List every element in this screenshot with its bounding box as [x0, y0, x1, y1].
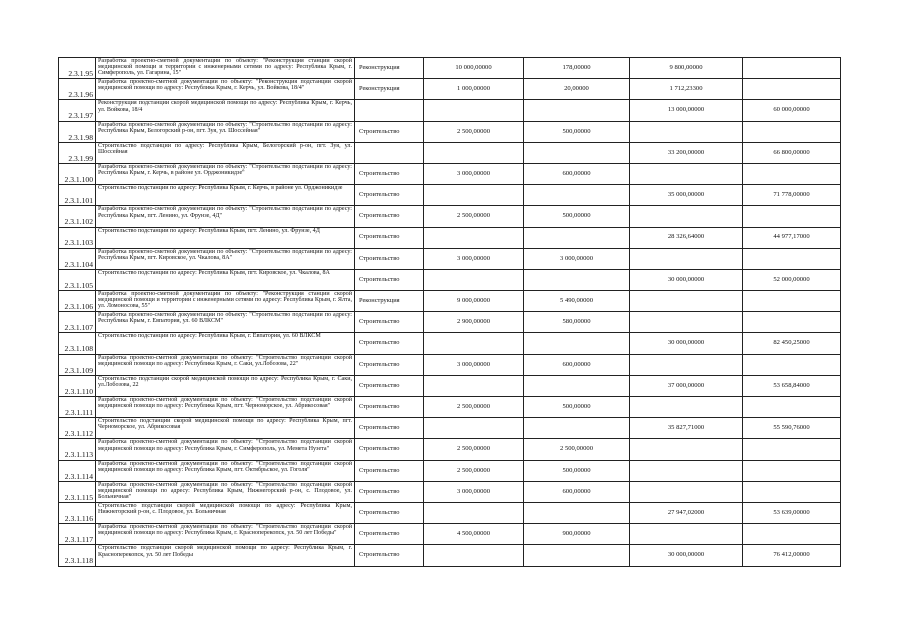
table-row	[59, 185, 841, 206]
table-row	[59, 460, 841, 481]
row-code: 2.3.1.105	[59, 269, 96, 290]
row-description	[96, 142, 355, 163]
row-value-3: 1 712,23300	[630, 79, 743, 100]
table-row	[59, 333, 841, 354]
row-description-text: Строительство подстанции по адресу: Республика Крым, пгт. Ленино, ул. Фрунзе, 4Д	[98, 227, 320, 234]
row-description	[96, 121, 355, 142]
row-work-type: Строительство	[355, 397, 424, 418]
row-value-4	[743, 312, 841, 333]
row-code: 2.3.1.118	[59, 545, 96, 566]
row-value-4	[743, 291, 841, 312]
row-code: 2.3.1.114	[59, 460, 96, 481]
table-row	[59, 524, 841, 545]
row-value-1	[424, 375, 524, 396]
row-value-1: 3 000,00000	[424, 163, 524, 184]
row-code: 2.3.1.97	[59, 100, 96, 121]
row-value-3: 30 000,00000	[630, 333, 743, 354]
table-row	[59, 269, 841, 290]
row-value-3: 33 200,00000	[630, 142, 743, 163]
row-code: 2.3.1.98	[59, 121, 96, 142]
row-work-type: Строительство	[355, 333, 424, 354]
table-row	[59, 291, 841, 312]
row-value-4: 53 639,00000	[743, 502, 841, 523]
row-work-type: Строительство	[355, 545, 424, 566]
row-value-3	[630, 460, 743, 481]
row-work-type: Строительство	[355, 460, 424, 481]
row-value-3	[630, 524, 743, 545]
table-row	[59, 481, 841, 502]
row-value-3	[630, 248, 743, 269]
row-code: 2.3.1.103	[59, 227, 96, 248]
row-description	[96, 79, 355, 100]
row-value-2: 500,00000	[524, 206, 630, 227]
row-description	[96, 163, 355, 184]
row-work-type: Строительство	[355, 312, 424, 333]
row-description-text: Строительство подстанции по адресу: Республика Крым, пгт. Кировское, ул. Чкалова, 8А	[98, 269, 330, 276]
row-code: 2.3.1.107	[59, 312, 96, 333]
row-work-type: Строительство	[355, 269, 424, 290]
row-value-2: 5 490,00000	[524, 291, 630, 312]
row-value-3: 30 000,00000	[630, 269, 743, 290]
row-value-1	[424, 269, 524, 290]
row-value-4	[743, 460, 841, 481]
row-value-4	[743, 163, 841, 184]
row-work-type: Реконструкция	[355, 291, 424, 312]
table-row	[59, 163, 841, 184]
table-row	[59, 58, 841, 79]
row-value-4	[743, 481, 841, 502]
row-code: 2.3.1.113	[59, 439, 96, 460]
row-value-2: 2 500,00000	[524, 439, 630, 460]
row-value-3: 35 000,00000	[630, 185, 743, 206]
row-value-2	[524, 185, 630, 206]
row-code: 2.3.1.96	[59, 79, 96, 100]
row-description-text: Строительство подстанции скорой медицинской помощи по адресу: Республика Крым, г. Красноперекопск, ул. 50 лет Победы	[98, 545, 352, 558]
row-value-2: 3 000,00000	[524, 248, 630, 269]
row-value-3	[630, 163, 743, 184]
row-description-text: Разработка проектно-сметной документации по объекту: "Строительство подстанции скорой медицинской помощи по адресу: Республика Крым, пгт. Октябрьское, ул. Гоголя"	[98, 460, 352, 473]
row-work-type: Строительство	[355, 481, 424, 502]
row-value-4: 76 412,00000	[743, 545, 841, 566]
row-value-2: 20,00000	[524, 79, 630, 100]
row-description-text: Разработка проектно-сметной документации по объекту: "Строительство подстанции скорой медицинской помощи по адресу: Республика Крым, г. Симферополь, ул. Мемета Нузета"	[98, 439, 352, 452]
row-value-2	[524, 545, 630, 566]
row-description-text: Строительство подстанции скорой медицинской помощи по адресу: Республика Крым, пгт. Черноморское, ул. Абрикосовая	[98, 418, 352, 431]
row-value-3: 27 947,02000	[630, 502, 743, 523]
row-value-3	[630, 206, 743, 227]
row-value-3: 37 000,00000	[630, 375, 743, 396]
row-description	[96, 312, 355, 333]
row-description-text: Строительство подстанции по адресу: Республика Крым, г. Евпатория, ул. 60 ВЛКСМ	[98, 333, 321, 340]
row-value-1: 2 500,00000	[424, 460, 524, 481]
row-value-1: 3 000,00000	[424, 248, 524, 269]
row-value-1: 2 900,00000	[424, 312, 524, 333]
row-description	[96, 227, 355, 248]
row-description	[96, 269, 355, 290]
row-description-text: Разработка проектно-сметной документации по объекту: "Реконструкция подстанции скорой медицинской помощи по адресу: Республика Крым, г. Керчь, ул. Войкова, 18/4"	[98, 79, 352, 92]
budget-table	[58, 57, 841, 567]
row-code: 2.3.1.106	[59, 291, 96, 312]
row-description-text: Разработка проектно-сметной документации по объекту: "Строительство подстанции скорой медицинской помощи по адресу: Республика Крым, Нижнегорский р-он, с. Плодовое, ул. Больничная"	[98, 481, 352, 501]
row-description	[96, 460, 355, 481]
row-work-type: Строительство	[355, 163, 424, 184]
row-value-2: 500,00000	[524, 121, 630, 142]
row-value-3	[630, 312, 743, 333]
row-work-type: Реконструкция	[355, 58, 424, 79]
row-code: 2.3.1.101	[59, 185, 96, 206]
row-value-3: 9 800,00000	[630, 58, 743, 79]
table-row	[59, 142, 841, 163]
row-description-text: Реконструкция подстанции скорой медицинской помощи по адресу: Республика Крым, г. Керчь, ул. Войкова, 18/4	[98, 100, 352, 113]
row-description	[96, 502, 355, 523]
row-work-type	[355, 100, 424, 121]
row-work-type: Строительство	[355, 248, 424, 269]
row-description-text: Разработка проектно-сметной документации по объекту: "Строительство подстанции по адресу: Республика Крым, г. Керчь, в районе ул. Орджоникидзе"	[98, 163, 352, 177]
row-value-4	[743, 354, 841, 375]
row-value-1: 2 500,00000	[424, 439, 524, 460]
row-description-text: Разработка проектно-сметной документации по объекту: "Строительство подстанции по адресу: Республика Крым, г. Евпатория, ул. 60 ВЛКСМ"	[98, 312, 352, 325]
row-code: 2.3.1.115	[59, 481, 96, 502]
table-row	[59, 312, 841, 333]
row-description	[96, 291, 355, 312]
row-description	[96, 439, 355, 460]
row-code: 2.3.1.117	[59, 524, 96, 545]
table-row	[59, 79, 841, 100]
row-work-type: Строительство	[355, 439, 424, 460]
row-value-1	[424, 333, 524, 354]
row-value-2	[524, 502, 630, 523]
row-description	[96, 185, 355, 206]
row-work-type: Строительство	[355, 185, 424, 206]
row-description	[96, 524, 355, 545]
row-description-text: Разработка проектно-сметной документации по объекту: "Реконструкция станции скорой медицинской помощи и территории с инженерными сетями по адресу: Республика Крым, г. Симферополь, ул. Гагарина, 15"	[98, 58, 352, 77]
row-value-2	[524, 100, 630, 121]
row-value-1	[424, 185, 524, 206]
row-value-1	[424, 418, 524, 439]
row-work-type: Строительство	[355, 206, 424, 227]
row-value-4: 71 778,00000	[743, 185, 841, 206]
row-value-3: 28 326,64000	[630, 227, 743, 248]
row-description-text: Разработка проектно-сметной документации по объекту: "Строительство подстанции по адресу: Республика Крым, пгт. Кировское, ул. Чкалова, 8А"	[98, 248, 352, 261]
row-description	[96, 397, 355, 418]
row-value-4: 60 000,00000	[743, 100, 841, 121]
row-value-2: 900,00000	[524, 524, 630, 545]
row-value-4	[743, 248, 841, 269]
row-value-1: 1 000,00000	[424, 79, 524, 100]
row-description-text: Строительство подстанции по адресу: Республика Крым, г. Керчь, в районе ул. Орджоникидзе	[98, 185, 343, 192]
row-value-4	[743, 524, 841, 545]
row-code: 2.3.1.99	[59, 142, 96, 163]
row-description-text: Разработка проектно-сметной документации по объекту: "Строительство подстанции скорой медицинской помощи по адресу: Республика Крым, г. Красноперекопск, ул. 50 лет Победы"	[98, 524, 352, 537]
row-value-4: 52 000,00000	[743, 269, 841, 290]
row-value-3	[630, 121, 743, 142]
row-work-type: Строительство	[355, 354, 424, 375]
row-value-1: 4 500,00000	[424, 524, 524, 545]
row-description	[96, 418, 355, 439]
row-value-1	[424, 545, 524, 566]
row-description	[96, 333, 355, 354]
table-row	[59, 354, 841, 375]
row-description	[96, 354, 355, 375]
row-work-type: Строительство	[355, 121, 424, 142]
row-description-text: Разработка проектно-сметной документации по объекту: "Строительство подстанции по адресу: Республика Крым, Белогорский р-он, пгт. Зуя, ул. Шоссейная"	[98, 121, 352, 134]
row-value-2: 178,00000	[524, 58, 630, 79]
row-value-2: 580,00000	[524, 312, 630, 333]
row-value-1	[424, 100, 524, 121]
row-value-3	[630, 291, 743, 312]
row-description-text: Разработка проектно-сметной документации по объекту: "Реконструкция станции скорой медицинской помощи и территории с инженерными сетями по адресу: Республика Крым, г. Ялта, ул. Ломоносова, 55"	[98, 291, 352, 310]
row-value-1: 10 000,00000	[424, 58, 524, 79]
row-description-text: Строительство подстанции скорой медицинской помощи по адресу: Республика Крым, г. Саки, ул.Лобозова, 22	[98, 375, 352, 389]
row-value-2	[524, 142, 630, 163]
table-row	[59, 418, 841, 439]
row-work-type: Реконструкция	[355, 79, 424, 100]
row-value-2: 500,00000	[524, 460, 630, 481]
row-value-1: 3 000,00000	[424, 481, 524, 502]
row-value-2: 600,00000	[524, 163, 630, 184]
row-value-1	[424, 142, 524, 163]
row-value-4: 53 658,84000	[743, 375, 841, 396]
row-value-1: 2 500,00000	[424, 121, 524, 142]
row-description	[96, 248, 355, 269]
table-row	[59, 439, 841, 460]
row-description-text: Строительство подстанции по адресу: Республика Крым, Белогорский р-он, пгт. Зуя, ул. Шоссейная	[98, 142, 352, 155]
row-value-3: 30 000,00000	[630, 545, 743, 566]
row-work-type: Строительство	[355, 227, 424, 248]
row-value-4: 66 800,00000	[743, 142, 841, 163]
row-description	[96, 206, 355, 227]
row-value-4	[743, 397, 841, 418]
row-description	[96, 58, 355, 79]
row-description-text: Разработка проектно-сметной документации по объекту: "Строительство подстанции скорой медицинской помощи по адресу: Республика Крым, г. Саки, ул.Лобозова, 22"	[98, 354, 352, 367]
row-description-text: Строительство подстанции скорой медицинской помощи по адресу: Республика Крым, Нижнегорский р-он, с. Плодовое, ул. Больничная	[98, 502, 352, 516]
row-code: 2.3.1.116	[59, 502, 96, 523]
table-row	[59, 502, 841, 523]
row-value-1: 2 500,00000	[424, 397, 524, 418]
row-code: 2.3.1.111	[59, 397, 96, 418]
row-work-type: Строительство	[355, 375, 424, 396]
row-code: 2.3.1.110	[59, 375, 96, 396]
row-description	[96, 545, 355, 566]
row-value-3: 13 000,00000	[630, 100, 743, 121]
row-code: 2.3.1.95	[59, 58, 96, 79]
table-row	[59, 397, 841, 418]
row-value-1: 9 000,00000	[424, 291, 524, 312]
row-value-3	[630, 354, 743, 375]
table-body	[59, 58, 841, 567]
row-value-4: 82 450,25000	[743, 333, 841, 354]
table-row	[59, 100, 841, 121]
row-description-text: Разработка проектно-сметной документации по объекту: "Строительство подстанции по адресу: Республика Крым, пгт. Ленино, ул. Фрунзе, 4Д"	[98, 206, 352, 219]
table-row	[59, 121, 841, 142]
row-code: 2.3.1.112	[59, 418, 96, 439]
row-work-type: Строительство	[355, 502, 424, 523]
table-row	[59, 375, 841, 396]
row-value-2: 600,00000	[524, 354, 630, 375]
row-code: 2.3.1.109	[59, 354, 96, 375]
row-description-text: Разработка проектно-сметной документации по объекту: "Строительство подстанции скорой медицинской помощи по адресу: Республика Крым, пгт. Черноморское, ул. Абрикосовая"	[98, 397, 352, 410]
row-work-type: Строительство	[355, 418, 424, 439]
row-value-3: 35 827,71000	[630, 418, 743, 439]
row-value-2	[524, 227, 630, 248]
row-value-4: 55 590,76000	[743, 418, 841, 439]
row-value-4	[743, 121, 841, 142]
row-value-4	[743, 439, 841, 460]
row-description	[96, 481, 355, 502]
row-description	[96, 375, 355, 396]
row-value-1	[424, 502, 524, 523]
row-code: 2.3.1.102	[59, 206, 96, 227]
row-value-3	[630, 481, 743, 502]
row-description	[96, 100, 355, 121]
row-code: 2.3.1.104	[59, 248, 96, 269]
row-value-2: 500,00000	[524, 397, 630, 418]
row-code: 2.3.1.100	[59, 163, 96, 184]
table-row	[59, 545, 841, 566]
row-value-3	[630, 439, 743, 460]
row-value-2	[524, 269, 630, 290]
row-work-type: Строительство	[355, 524, 424, 545]
row-value-2	[524, 375, 630, 396]
row-value-2	[524, 418, 630, 439]
row-value-1	[424, 227, 524, 248]
row-value-4	[743, 206, 841, 227]
row-value-1: 3 000,00000	[424, 354, 524, 375]
row-value-4	[743, 79, 841, 100]
table-row	[59, 206, 841, 227]
row-value-2	[524, 333, 630, 354]
row-value-1: 2 500,00000	[424, 206, 524, 227]
row-value-3	[630, 397, 743, 418]
row-value-2: 600,00000	[524, 481, 630, 502]
row-value-4: 44 977,17000	[743, 227, 841, 248]
row-value-4	[743, 58, 841, 79]
table-row	[59, 227, 841, 248]
row-code: 2.3.1.108	[59, 333, 96, 354]
row-work-type	[355, 142, 424, 163]
table-row	[59, 248, 841, 269]
